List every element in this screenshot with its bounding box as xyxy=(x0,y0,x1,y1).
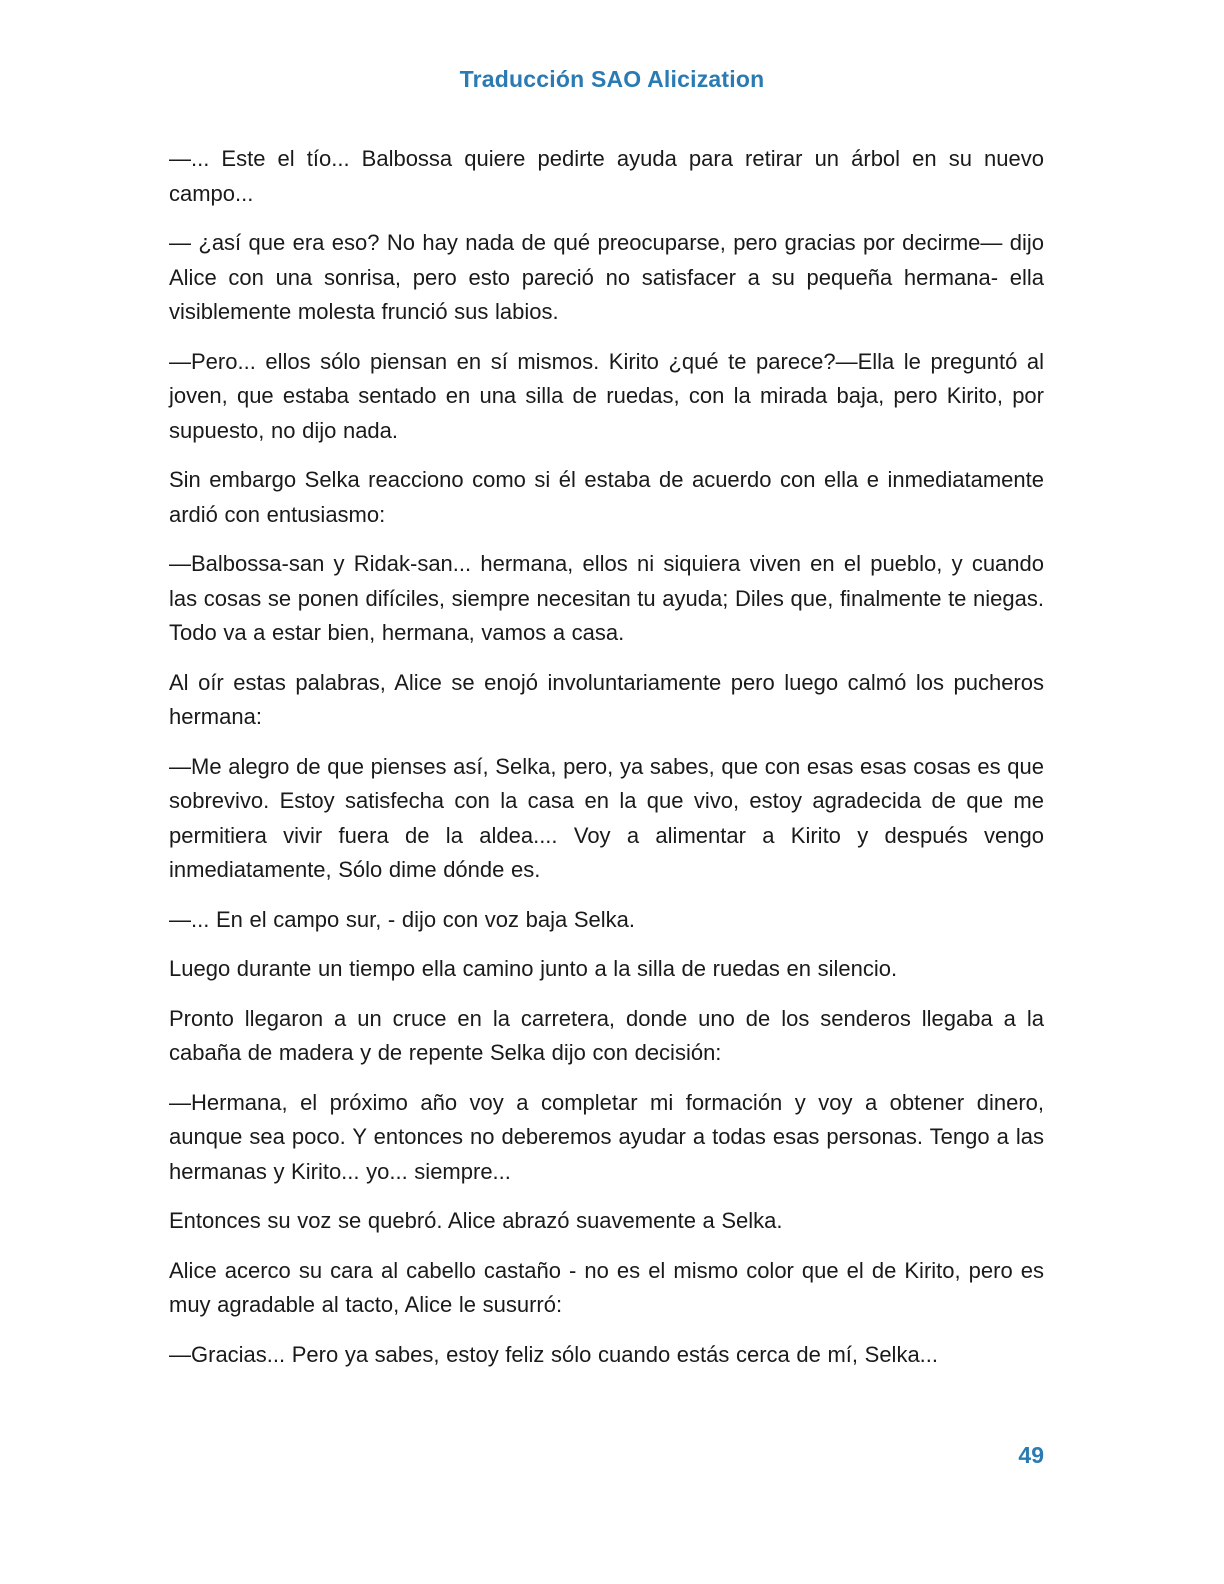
paragraph: Luego durante un tiempo ella camino junto a la silla de ruedas en silencio. xyxy=(169,956,898,981)
paragraph: —Hermana, el próximo año voy a completar mi formación y voy a obtener dinero, aunque sea poco. Y entonces no deberemos ayudar a todas esas personas. Tengo a las hermanas y Kirito... yo... siempre... xyxy=(169,1089,1044,1184)
paragraph: Alice acerco su cara al cabello castaño - no es el mismo color que el de Kirito, pero es muy agradable al tacto, Alice le susurró: xyxy=(169,1257,1044,1317)
paragraph: Sin embargo Selka reacciono como si él estaba de acuerdo con ella e inmediatamente ardió con entusiasmo: xyxy=(169,467,1044,527)
paragraph: —Gracias... Pero ya sabes, estoy feliz sólo cuando estás cerca de mí, Selka... xyxy=(169,1341,939,1367)
paragraph: —Me alegro de que pienses así, Selka, pero, ya sabes, que con esas esas cosas es que sobrevivo. Estoy satisfecha con la casa en la que vivo, estoy agradecida de que me permitiera vivir fuera de la aldea.... Voy a alimentar a Kirito y después vengo inmediatamente, Sólo dime dónde es. xyxy=(169,753,1044,882)
paragraph: —Pero... ellos sólo piensan en sí mismos. Kirito ¿qué te parece?—Ella le preguntó al joven, que estaba sentado en una silla de ruedas, con la mirada baja, pero Kirito, por supuesto, no dijo nada. xyxy=(169,348,1044,443)
page-number: 49 xyxy=(1018,1442,1044,1468)
paragraph: Entonces su voz se quebró. Alice abrazó suavemente a Selka. xyxy=(169,1208,783,1233)
body-text xyxy=(169,142,1044,1387)
paragraph: Pronto llegaron a un cruce en la carretera, donde uno de los senderos llegaba a la cabaña de madera y de repente Selka dijo con decisión: xyxy=(169,1005,1044,1065)
paragraph: —... En el campo sur, - dijo con voz baja Selka. xyxy=(169,906,636,932)
paragraph: —... Este el tío... Balbossa quiere pedirte ayuda para retirar un árbol en su nuevo campo... xyxy=(169,146,1044,206)
paragraph: Al oír estas palabras, Alice se enojó involuntariamente pero luego calmó los pucheros hermana: xyxy=(169,669,1044,729)
paragraph: —Balbossa-san y Ridak-san... hermana, ellos ni siquiera viven en el pueblo, y cuando las cosas se ponen difíciles, siempre necesitan tu ayuda; Diles que, finalmente te niegas. Todo va a estar bien, hermana, vamos a casa. xyxy=(169,551,1044,645)
running-header-title: Traducción SAO Alicization xyxy=(459,66,765,92)
paragraph: — ¿así que era eso? No hay nada de qué preocuparse, pero gracias por decirme— dijo Alice con una sonrisa, pero esto pareció no satisfacer a su pequeña hermana- ella visiblemente molesta frunció sus labios. xyxy=(169,230,1044,324)
